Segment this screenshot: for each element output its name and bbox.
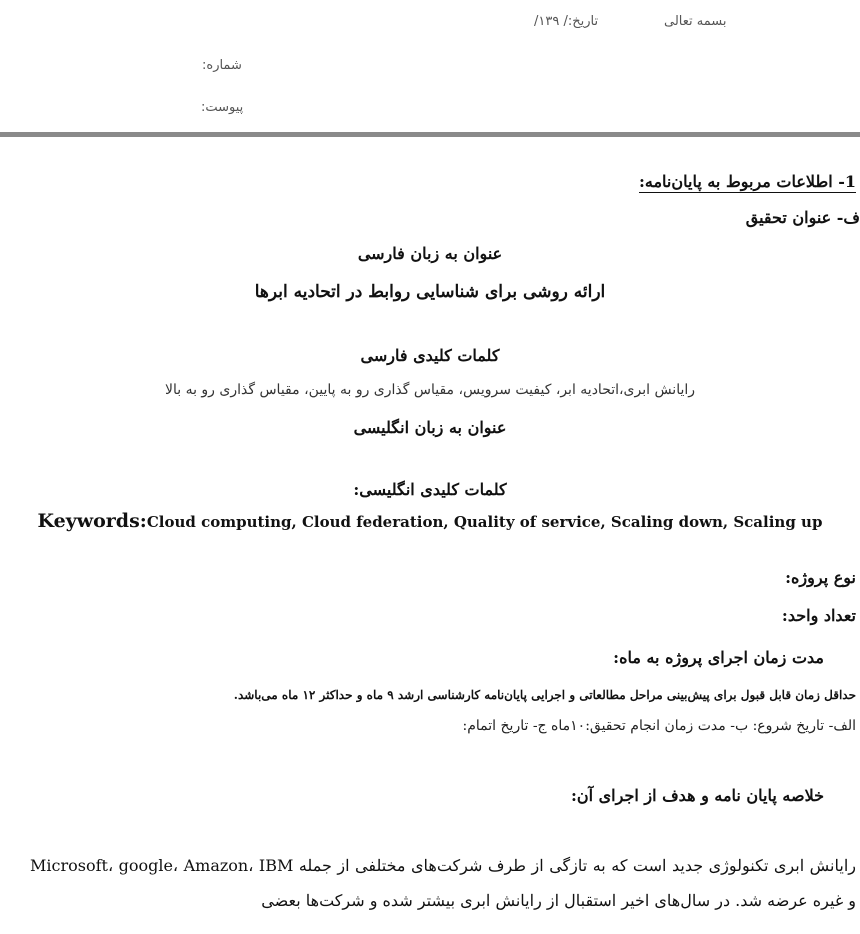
summary-heading: خلاصه پایان نامه و هدف از اجرای آن: xyxy=(570,786,824,805)
attachment-field: پیوست: xyxy=(201,100,244,115)
fa-title: ارائه روشی برای شناسایی روابط در اتحادیه ابرها xyxy=(254,282,606,302)
duration-note: حداقل زمان قابل قبول برای پیش‌بینی مراحل مطالعاتی و اجرایی پایان‌نامه کارشناسی ارشد ۹ ماه و حداکثر ۱۲ ماه می‌باشد. xyxy=(233,688,856,702)
summary-paragraph: رایانش ابری تکنولوژی جدید است که به تازگی از طرف شرکت‌های مختلفی از جمله Microsoft، google، Amazon، IBM و غیره عرضه شد. در سال‌های اخیر استقبال از رایانش ابری بیشتر شده و شرکت‌ها بعضی xyxy=(30,856,856,910)
fa-keywords: رایانش ابری،اتحادیه ابر، کیفیت سرویس، مقیاس گذاری رو به پایین، مقیاس گذاری رو به بالا xyxy=(164,382,696,398)
en-title-label: عنوان به زبان انگلیسی xyxy=(353,418,507,437)
en-keywords: Cloud computing, Cloud federation, Quality of service, Scaling down, Scaling up xyxy=(146,513,823,531)
en-keywords-line xyxy=(0,510,860,532)
units-label: تعداد واحد: xyxy=(781,606,856,625)
project-type-label: نوع پروژه: xyxy=(785,568,856,587)
number-field: شماره: xyxy=(202,58,242,73)
duration-label: مدت زمان اجرای پروژه به ماه: xyxy=(613,648,824,667)
section-heading xyxy=(639,172,856,191)
header-divider xyxy=(0,132,860,137)
dates-line: الف- تاریخ شروع: ب- مدت زمان انجام تحقیق:۱۰ماه ج- تاریخ اتمام: xyxy=(462,718,856,734)
date-field: تاریخ:/ ۱۳۹/ xyxy=(534,14,599,29)
section-heading-text: 1- اطلاعات مربوط به پایان‌نامه: xyxy=(638,172,856,191)
basmala: بسمه تعالی xyxy=(664,14,727,29)
fa-keywords-label: کلمات کلیدی فارسی xyxy=(360,346,500,365)
fa-title-label: عنوان به زبان فارسی xyxy=(357,244,503,263)
en-keywords-prefix: Keywords: xyxy=(37,510,147,532)
en-keywords-label: کلمات کلیدی انگلیسی: xyxy=(353,480,507,499)
research-title-subheading: ف- عنوان تحقیق xyxy=(745,208,860,227)
